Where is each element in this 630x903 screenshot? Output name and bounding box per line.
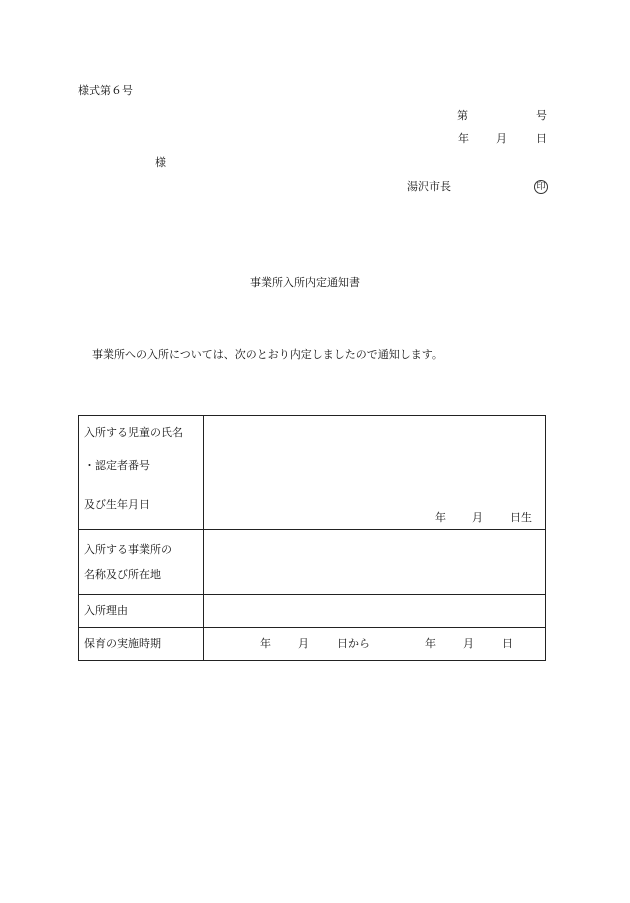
birth-month: 月 bbox=[472, 511, 483, 524]
form-number: 様式第６号 bbox=[78, 84, 133, 97]
child-label-line3: 及び生年月日 bbox=[84, 498, 150, 511]
issuer-name: 湯沢市長 bbox=[407, 180, 451, 193]
facility-label-line2: 名称及び所在地 bbox=[84, 568, 161, 581]
facility-label-cell bbox=[79, 530, 204, 595]
doc-number-go: 号 bbox=[536, 109, 547, 122]
period-label-cell bbox=[79, 628, 204, 661]
table-row-child bbox=[79, 416, 546, 530]
reason-label: 入所理由 bbox=[84, 604, 128, 617]
period-from-day: 日から bbox=[337, 637, 370, 650]
period-to-month: 月 bbox=[463, 637, 474, 650]
child-label-cell bbox=[79, 416, 204, 530]
table-row-facility bbox=[79, 530, 546, 595]
period-to-year: 年 bbox=[425, 637, 436, 650]
child-value-cell[interactable] bbox=[204, 416, 546, 530]
table-row-period bbox=[79, 628, 546, 661]
birth-year: 年 bbox=[435, 511, 446, 524]
child-label-line1: 入所する児童の氏名 bbox=[84, 426, 183, 439]
period-from-year: 年 bbox=[260, 637, 271, 650]
period-label: 保育の実施時期 bbox=[84, 637, 161, 650]
issue-date-month: 月 bbox=[496, 132, 507, 145]
period-from-month: 月 bbox=[298, 637, 309, 650]
doc-number-dai: 第 bbox=[457, 109, 468, 122]
facility-value-cell[interactable] bbox=[204, 530, 546, 595]
addressee-suffix: 様 bbox=[155, 156, 166, 169]
issue-date-year: 年 bbox=[458, 132, 469, 145]
document-title: 事業所入所内定通知書 bbox=[250, 276, 360, 289]
body-text: 事業所への入所については、次のとおり内定しましたので通知します。 bbox=[92, 348, 443, 361]
table-row-reason bbox=[79, 595, 546, 628]
birth-day: 日生 bbox=[510, 511, 532, 524]
reason-label-cell bbox=[79, 595, 204, 628]
seal-mark: 印 bbox=[534, 180, 548, 194]
period-value-cell[interactable] bbox=[204, 628, 546, 661]
period-to-day: 日 bbox=[502, 637, 513, 650]
reason-value-cell[interactable] bbox=[204, 595, 546, 628]
child-label-line2: ・認定者番号 bbox=[84, 459, 150, 472]
issue-date-day: 日 bbox=[536, 132, 547, 145]
info-table bbox=[78, 415, 546, 661]
facility-label-line1: 入所する事業所の bbox=[84, 543, 172, 556]
